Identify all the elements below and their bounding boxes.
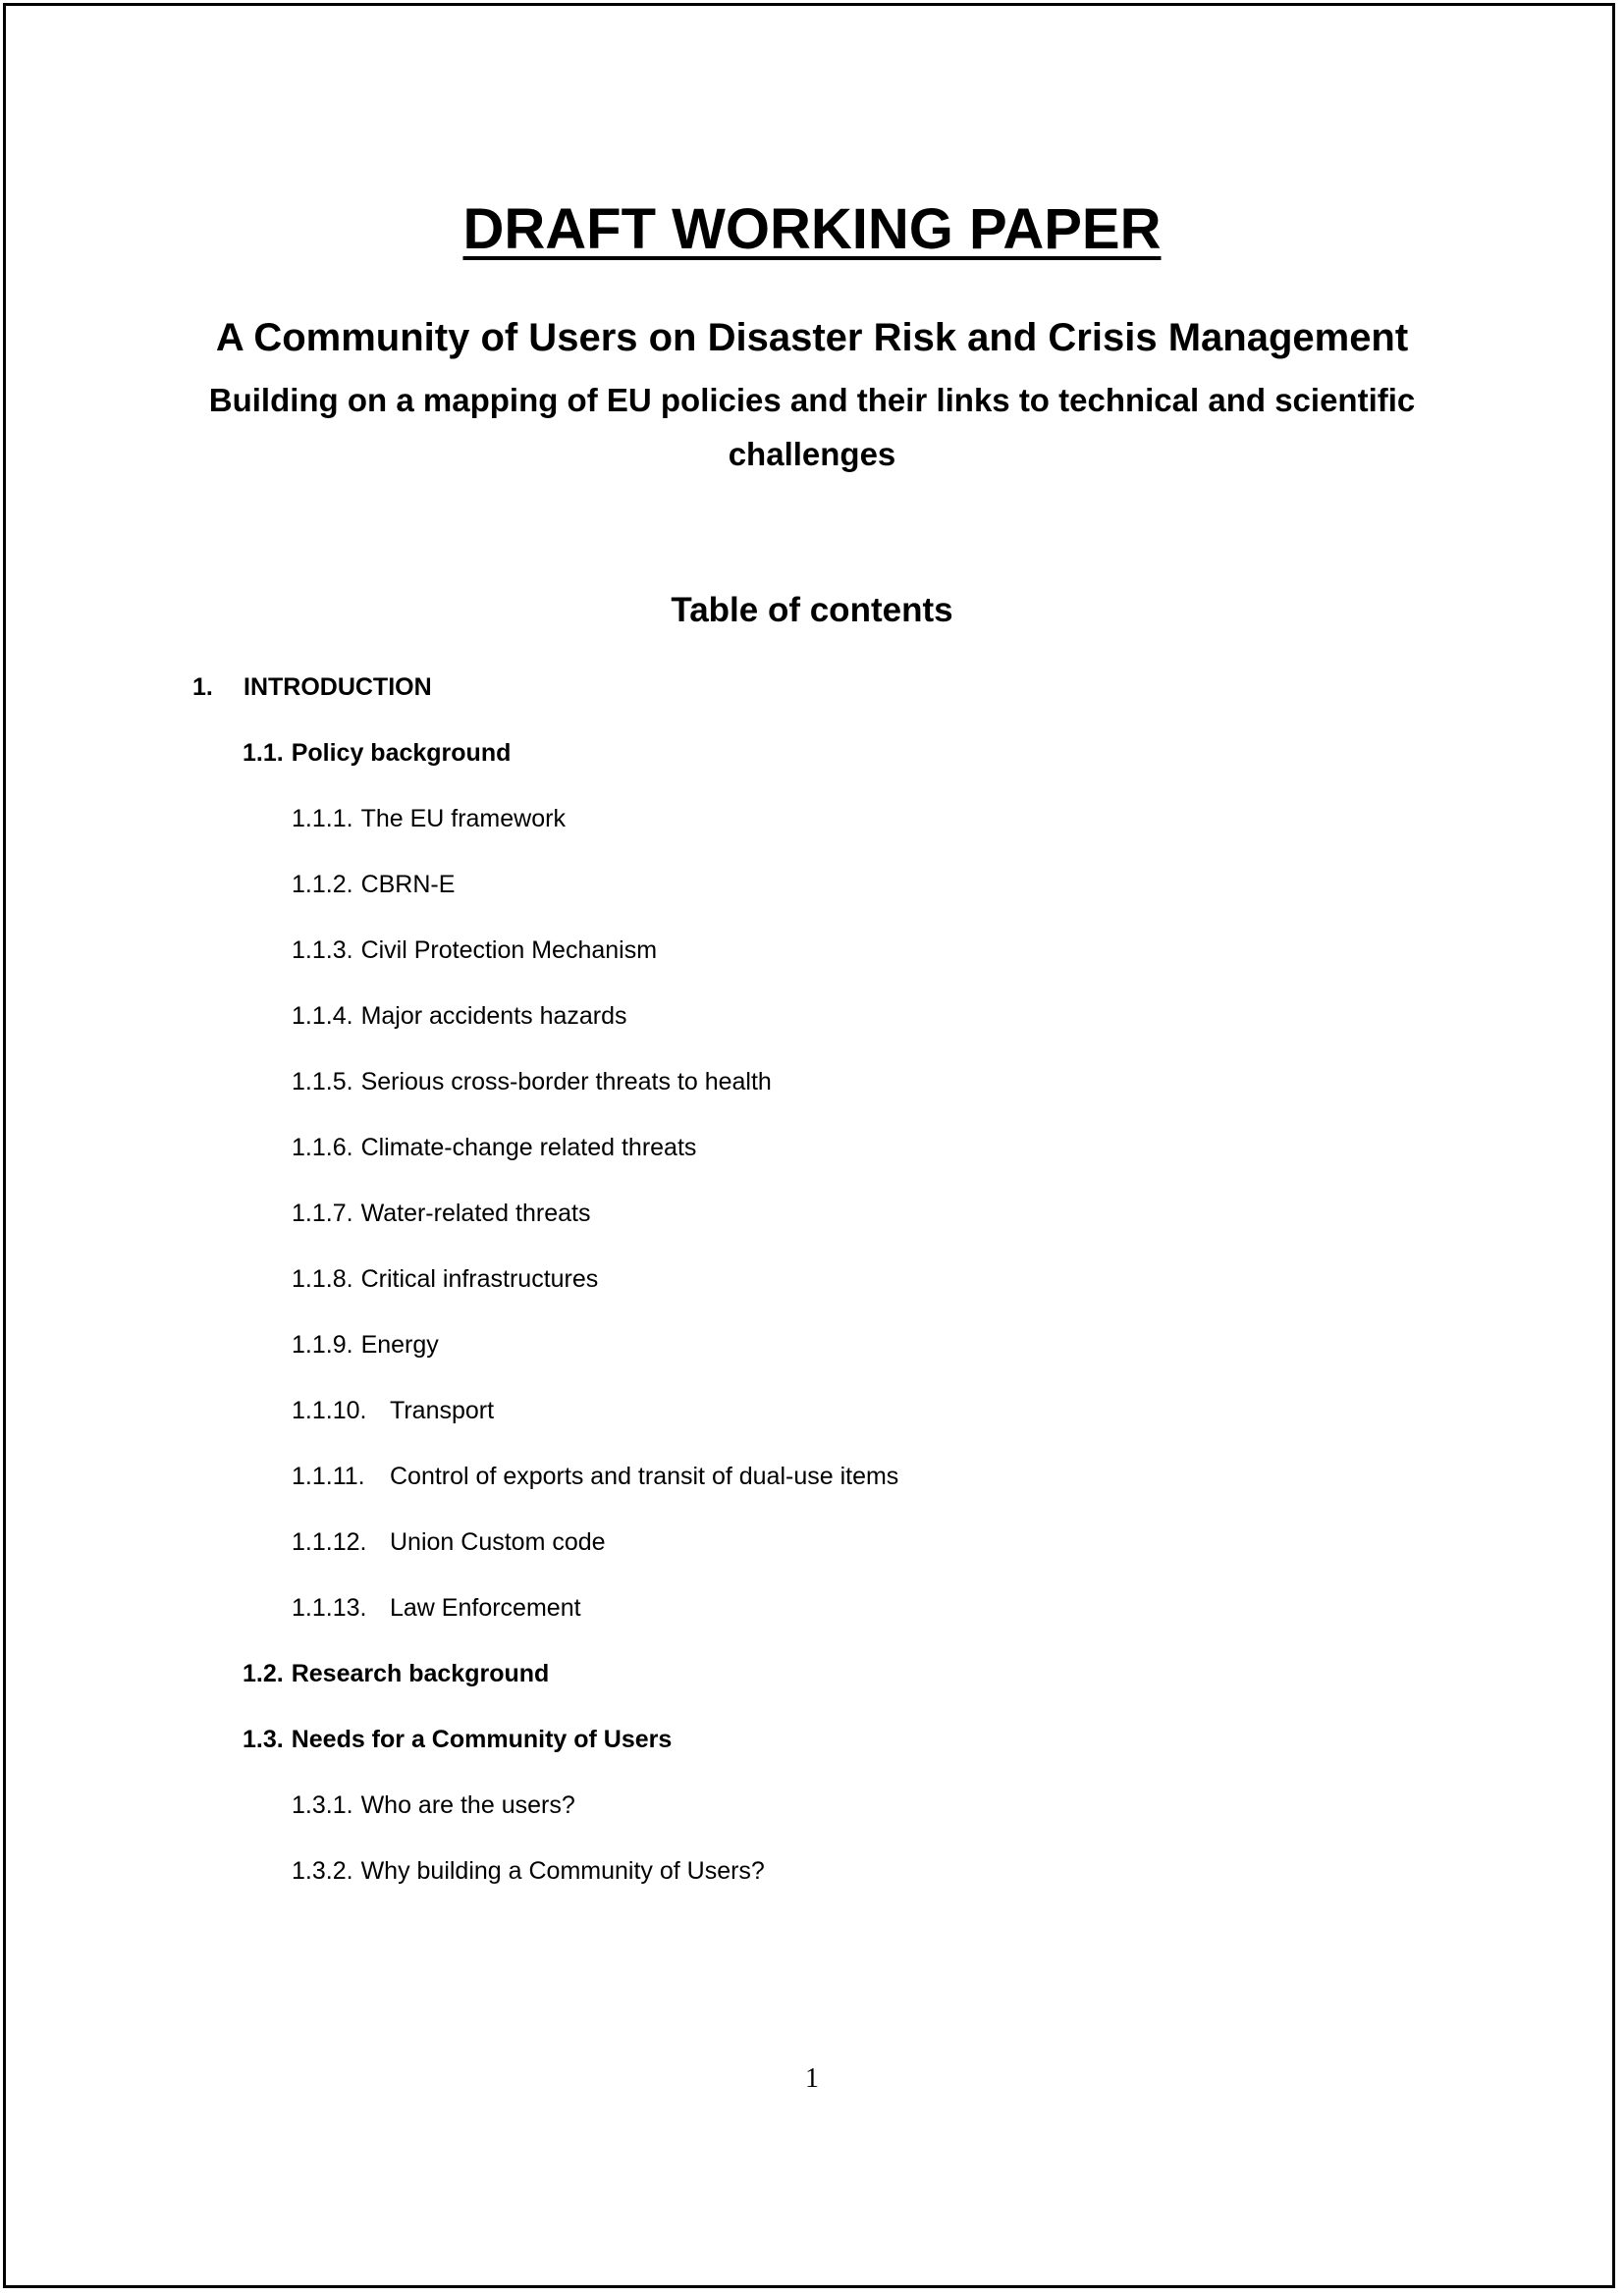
toc-entry-number: 1.1.3. [292, 936, 353, 964]
toc-entry-major-accidents[interactable] [292, 1001, 627, 1031]
toc-entry-number: 1.1.8. [292, 1265, 353, 1293]
toc-entry-custom-code[interactable] [292, 1527, 606, 1557]
document-title: DRAFT WORKING PAPER [462, 197, 1162, 261]
toc-entry-who-are-users[interactable] [292, 1790, 575, 1820]
toc-entry-label: Climate-change related threats [360, 1134, 697, 1161]
toc-entry-label: Why building a Community of Users? [360, 1857, 765, 1885]
page-number: 1 [805, 2063, 819, 2094]
toc-entry-label: Who are the users? [360, 1791, 575, 1819]
toc-entry-label: Union Custom code [390, 1528, 606, 1556]
toc-entry-why-community[interactable] [292, 1856, 765, 1886]
toc-entry-number: 1.1.5. [292, 1068, 353, 1095]
toc-entry-label: Law Enforcement [390, 1594, 581, 1622]
toc-entry-label: Energy [360, 1331, 439, 1359]
document-subtitle: A Community of Users on Disaster Risk and Crisis Management [215, 316, 1409, 359]
toc-entry-transport[interactable] [292, 1396, 494, 1425]
toc-entry-policy-background[interactable] [243, 738, 511, 768]
toc-entry-critical-infrastructures[interactable] [292, 1264, 598, 1294]
toc-entry-number: 1.1.13. [292, 1594, 367, 1622]
toc-entry-water-threats[interactable] [292, 1199, 590, 1228]
toc-entry-label: Research background [291, 1660, 550, 1687]
toc-entry-label: Major accidents hazards [360, 1002, 627, 1030]
toc-entry-label: CBRN-E [360, 871, 456, 898]
toc-entry-number: 1.1. [243, 739, 284, 767]
toc-entry-research-background[interactable] [243, 1659, 549, 1688]
toc-entry-label: Policy background [291, 739, 512, 767]
toc-entry-eu-framework[interactable] [292, 804, 566, 833]
toc-entry-energy[interactable] [292, 1330, 439, 1360]
toc-entry-label: Control of exports and transit of dual-use items [390, 1463, 899, 1490]
toc-entry-number: 1.1.10. [292, 1397, 367, 1424]
toc-heading: Table of contents [671, 591, 953, 629]
toc-entry-number: 1.1.1. [292, 805, 353, 832]
toc-entry-number: 1.3.2. [292, 1857, 353, 1885]
toc-entry-number: 1.1.7. [292, 1200, 353, 1227]
toc-entry-introduction[interactable] [192, 672, 432, 702]
toc-entry-community-needs[interactable] [243, 1725, 672, 1754]
toc-entry-dual-use-items[interactable] [292, 1462, 898, 1491]
toc-entry-number: 1.1.2. [292, 871, 353, 898]
toc-entry-number: 1.1.9. [292, 1331, 353, 1359]
toc-entry-number: 1. [192, 673, 213, 701]
toc-entry-label: Needs for a Community of Users [291, 1726, 673, 1753]
toc-entry-climate-change[interactable] [292, 1133, 696, 1162]
toc-entry-number: 1.1.12. [292, 1528, 367, 1556]
toc-entry-number: 1.2. [243, 1660, 284, 1687]
toc-entry-law-enforcement[interactable] [292, 1593, 581, 1623]
toc-entry-label: Transport [390, 1397, 495, 1424]
toc-entry-civil-protection[interactable] [292, 935, 657, 965]
toc-entry-label: Critical infrastructures [360, 1265, 599, 1293]
toc-entry-label: Serious cross-border threats to health [360, 1068, 772, 1095]
toc-entry-label: The EU framework [360, 805, 566, 832]
toc-entry-cross-border-threats[interactable] [292, 1067, 772, 1096]
toc-entry-number: 1.1.6. [292, 1134, 353, 1161]
document-subtitle-secondary: Building on a mapping of EU policies and their links to technical and scientific challenges [208, 382, 1416, 472]
toc-entry-label: Civil Protection Mechanism [360, 936, 658, 964]
toc-entry-number: 1.3.1. [292, 1791, 353, 1819]
toc-entry-number: 1.3. [243, 1726, 284, 1753]
toc-entry-label: Water-related threats [360, 1200, 591, 1227]
toc-entry-label: INTRODUCTION [244, 673, 432, 701]
toc-entry-number: 1.1.4. [292, 1002, 353, 1030]
toc-entry-cbrn-e[interactable] [292, 870, 455, 899]
toc-entry-number: 1.1.11. [292, 1463, 365, 1490]
